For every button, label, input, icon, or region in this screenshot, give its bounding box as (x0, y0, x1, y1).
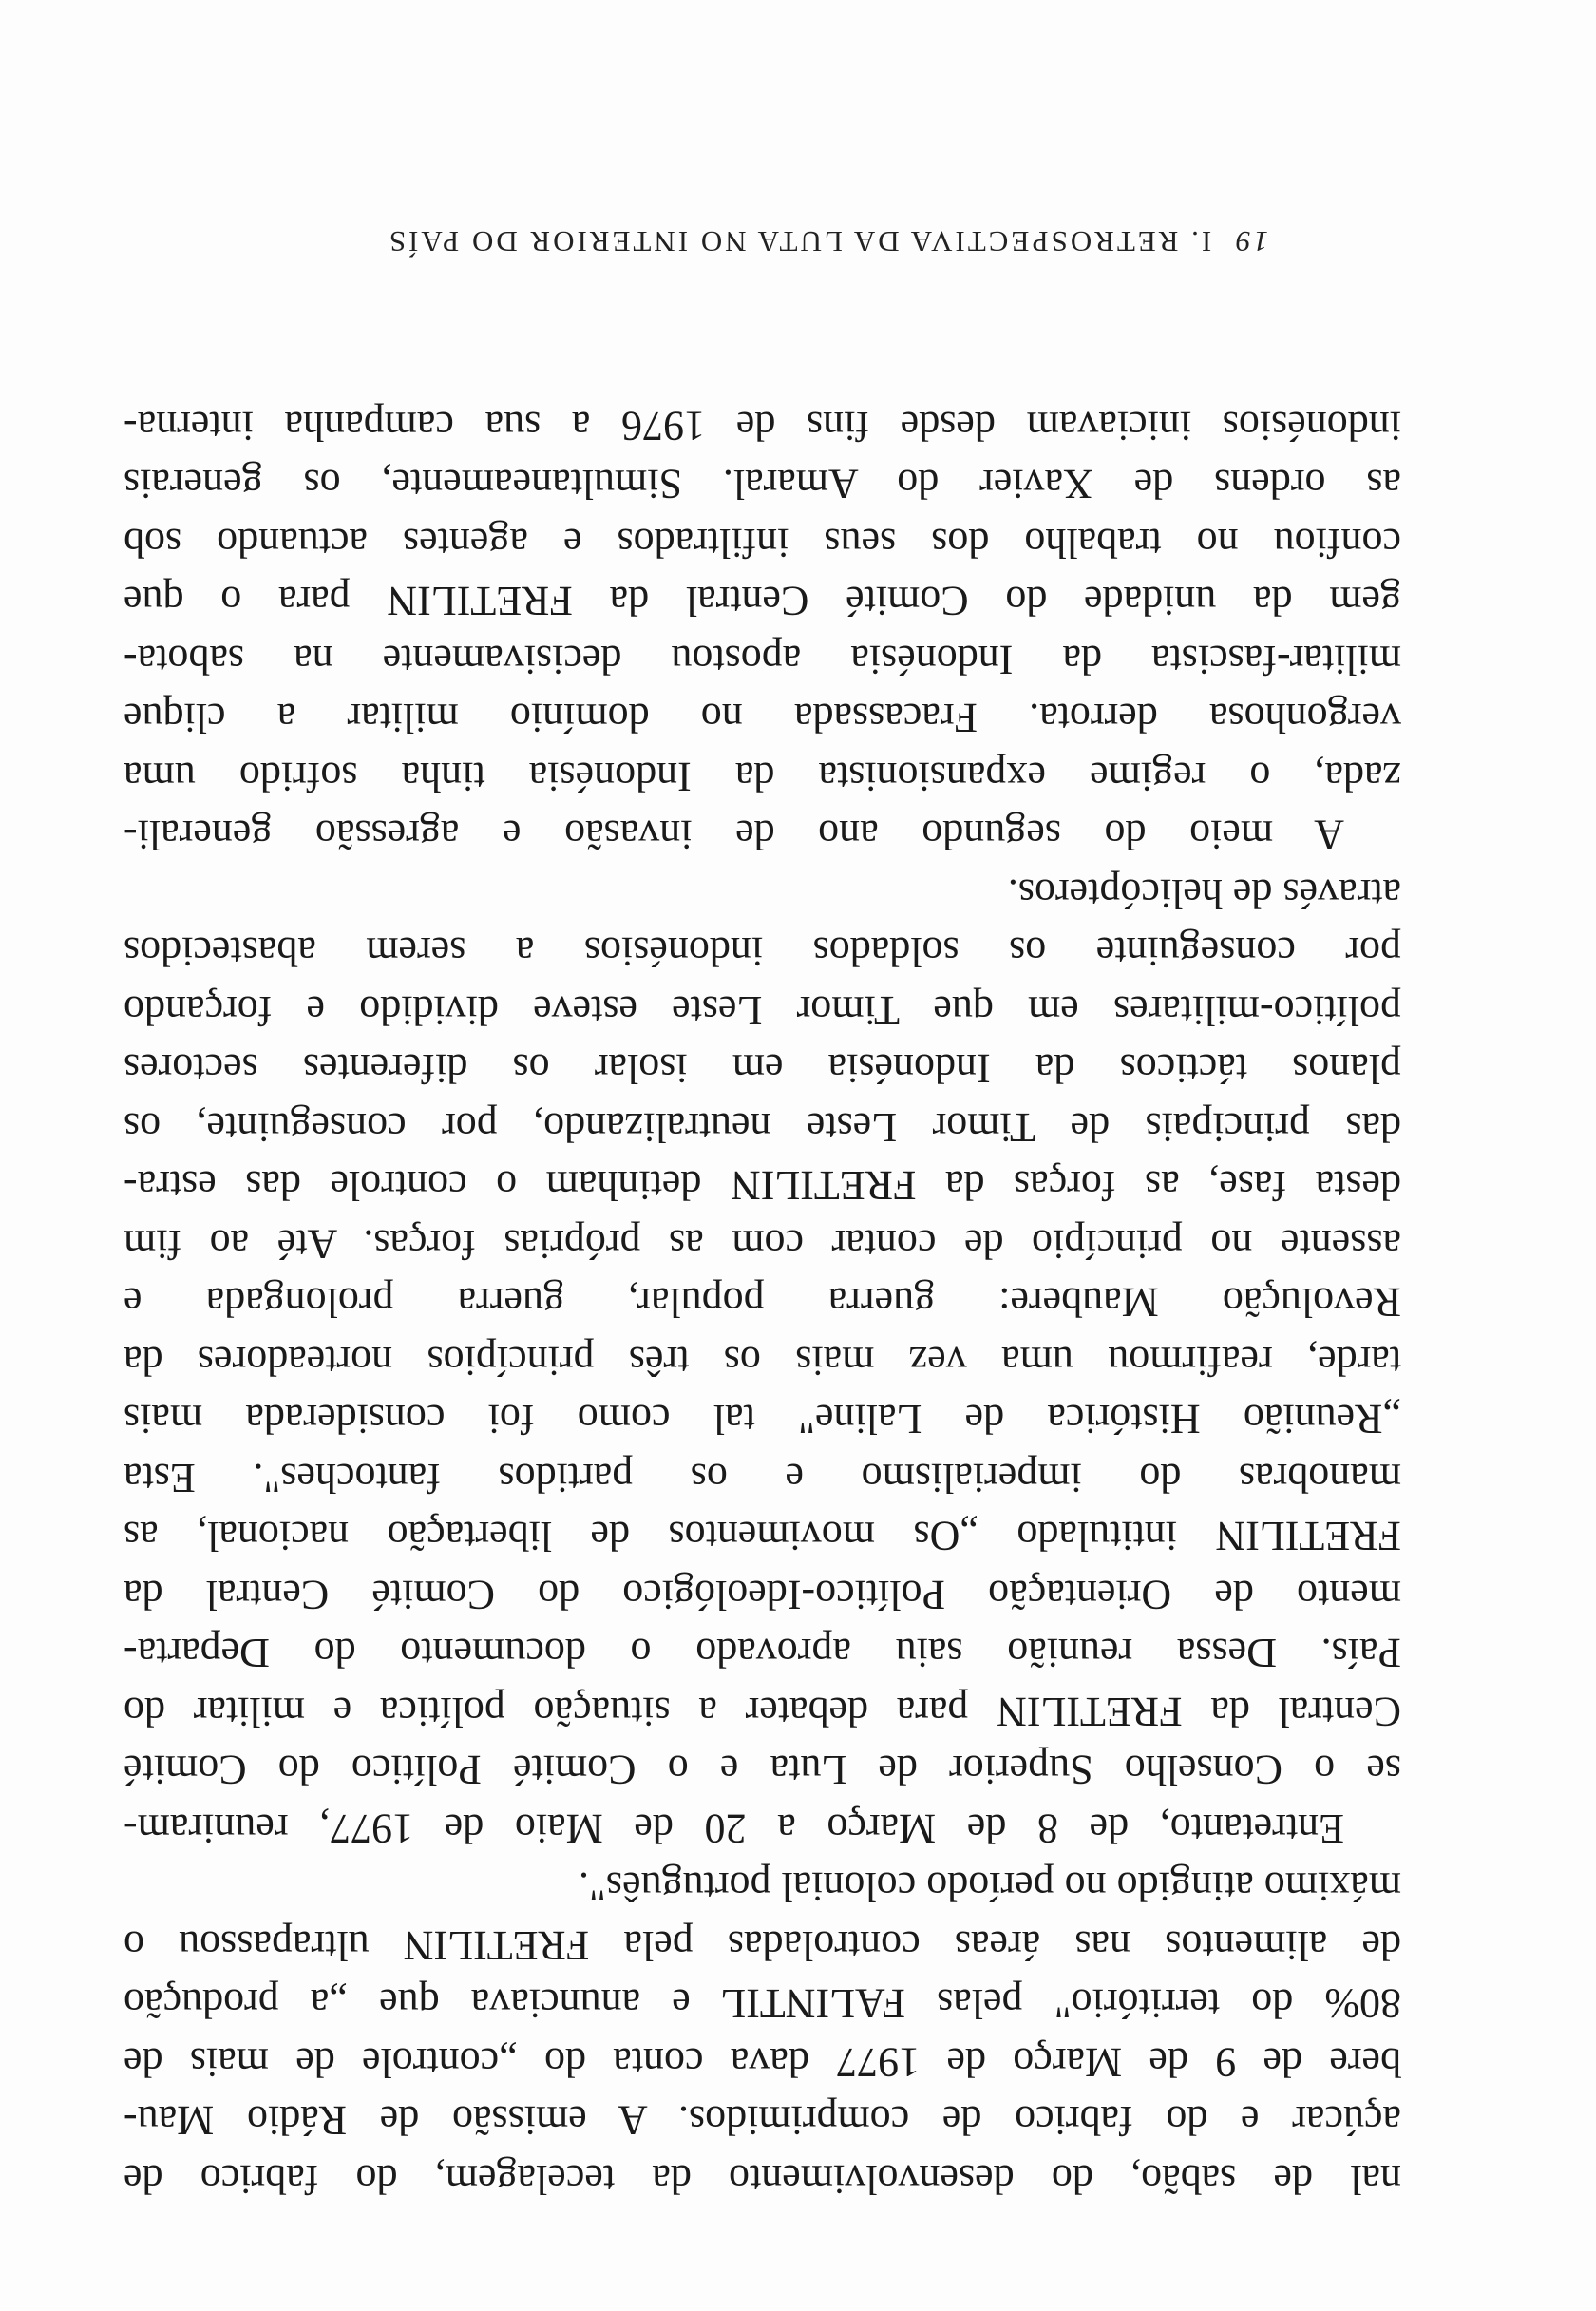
text-line: manobras do imperialismo e os partidos fantoches". Esta (124, 1455, 1401, 1501)
text-line: se o Conselho Superior de Luta e o Comité Político do Comité (124, 1747, 1401, 1794)
running-head (223, 224, 1268, 258)
text-line: 80% do território" pelas FALINTIL e anunciava que „a produção (124, 1980, 1401, 2028)
text-line: máximo atingido no período colonial português". (578, 1863, 1401, 1911)
text-line: por conseguinte os soldados indonésios a serem abastecidos (124, 928, 1401, 976)
text-line: de alimentos nas áreas controladas pela FRETILIN ultrapassou o (124, 1922, 1401, 1969)
text-line: as ordens de Xavier do Amaral. Simultaneamente, os generais (124, 461, 1401, 508)
text-line: Revolução Maubere: guerra popular, guerra prolongada e (124, 1279, 1401, 1327)
text-line: confiou no trabalho dos seus infiltrados e agentes actuando sob (124, 520, 1401, 566)
text-line: bere de 9 de Março de 1977 dava conta do „controle de mais de (124, 2039, 1401, 2086)
text-line: zada, o regime expansionista da Indonésia tinha sofrido uma (124, 754, 1401, 800)
text-line: planos tácticos da Indonésia em isolar os diferentes sectores (124, 1045, 1401, 1093)
text-line: das principais de Timor Leste neutralizando, por conseguinte, os (124, 1104, 1401, 1151)
paragraph (124, 1858, 1401, 2208)
text-line: FRETILIN intitulado „Os movimentos de libertação nacional, as (124, 1513, 1401, 1560)
text-line: indonésios iniciavam desde fins de 1976 a sua campanha interna- (124, 403, 1401, 449)
text-line: Central da FRETILIN para debater a situação política e militar do (124, 1689, 1401, 1735)
text-line: político-militares em que Timor Leste esteve dividido e forçando (124, 987, 1401, 1034)
text-line: militar-fascista da Indonésia apostou decisivamente na sabota- (124, 637, 1401, 683)
text-line: mento de Orientação Político-Ideológico do Comité Central da (124, 1572, 1401, 1618)
body-text (124, 397, 1401, 2209)
text-line: desta fase, as forças da FRETILIN detinham o controle das estra- (124, 1162, 1401, 1210)
text-line: através de helicópteros. (1007, 870, 1401, 917)
text-line: Entretanto, de 8 de Março a 20 de Maio de 1977, reuniram- (124, 1805, 1344, 1852)
text-line: assente no princípio de contar com as próprias forças. Até ao fim (124, 1221, 1401, 1268)
text-line: gem da unidade do Comité Central da FRETILIN para o que (124, 578, 1401, 625)
paragraph (124, 865, 1401, 1859)
paragraph (124, 397, 1401, 865)
text-line: vergonhosa derrota. Fracassada no domínio militar a clique (124, 695, 1401, 742)
text-line: País. Dessa reunião saiu aprovado o documento do Departa- (124, 1630, 1401, 1677)
text-line: tarde, reafirmou uma vez mais os três princípios norteadores da (124, 1338, 1401, 1385)
text-line: açúcar e do fabrico de comprimidos. A emissão de Rádio Mau- (124, 2097, 1401, 2145)
page-number: 19 (1233, 225, 1268, 258)
text-line: „Reunião Histórica de Laline" tal como foi considerada mais (124, 1396, 1401, 1443)
text-line: nal de sabão, do desenvolvimento da tecelagem, do fabrico de (124, 2156, 1401, 2203)
text-line: A meio do segundo ano de invasão e agressão generali- (124, 812, 1344, 859)
running-head-title: I. RETROSPECTIVA DA LUTA NO INTERIOR DO PAÍS (386, 225, 1212, 258)
